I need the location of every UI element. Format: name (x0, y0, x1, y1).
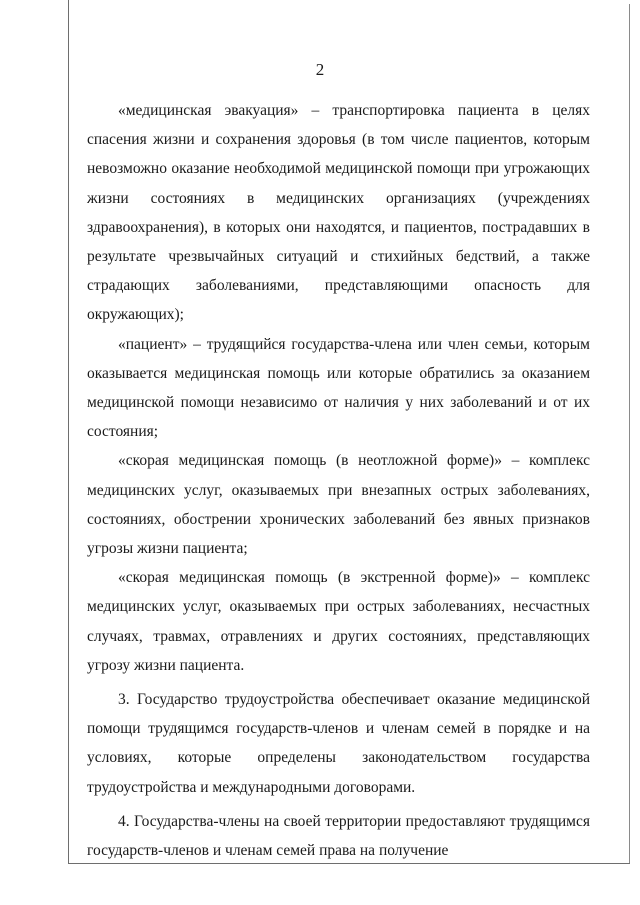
paragraph-ambulance-emergency: «скорая медицинская помощь (в экстренной форме)» – комплекс медицинских услуг, оказываемых при острых заболеваниях, несчастных случаях, травмах, отравлениях и других состояниях, представляющих угрозу жизни пациента. (87, 569, 590, 674)
paragraph-clause-4: 4. Государства-члены на своей территории предоставляют трудящимся государств-членов и членам семей права на получение (87, 812, 590, 860)
page-border-right (629, 4, 630, 864)
paragraph-ambulance-urgent: «скорая медицинская помощь (в неотложной форме)» – комплекс медицинских услуг, оказываемых при внезапных острых заболеваниях, состояниях, обострении хронических заболеваний без явных признаков угрозы жизни пациента; (87, 452, 590, 558)
page-border-left (68, 0, 69, 864)
paragraph-patient: «пациент» – трудящийся государства-члена или член семьи, которым оказывается медицинская помощь или которые обратились за оказанием медицинской помощи независимо от наличия у них заболеваний и от их состояния; (87, 335, 590, 441)
page-number: 2 (315, 60, 325, 79)
document-body (87, 96, 590, 865)
paragraph-medical-evacuation: «медицинская эвакуация» – транспортировка пациента в целях спасения жизни и сохранения здоровья (в том числе пациентов, которым невозможно оказание необходимой медицинской помощи при угрожающих жизни состояниях в медицинских организациях (учреждениях здравоохранения), в которых они находятся, и пациентов, пострадавших в результате чрезвычайных ситуаций и стихийных бедствий, а также страдающих заболеваниями, представляющими опасность для окружающих); (87, 102, 590, 324)
paragraph-clause-3: 3. Государство трудоустройства обеспечивает оказание медицинской помощи трудящимся государств-членов и членам семей в порядке и на условиях, которые определены законодательством государства трудоустройства и международными договорами. (87, 691, 590, 796)
